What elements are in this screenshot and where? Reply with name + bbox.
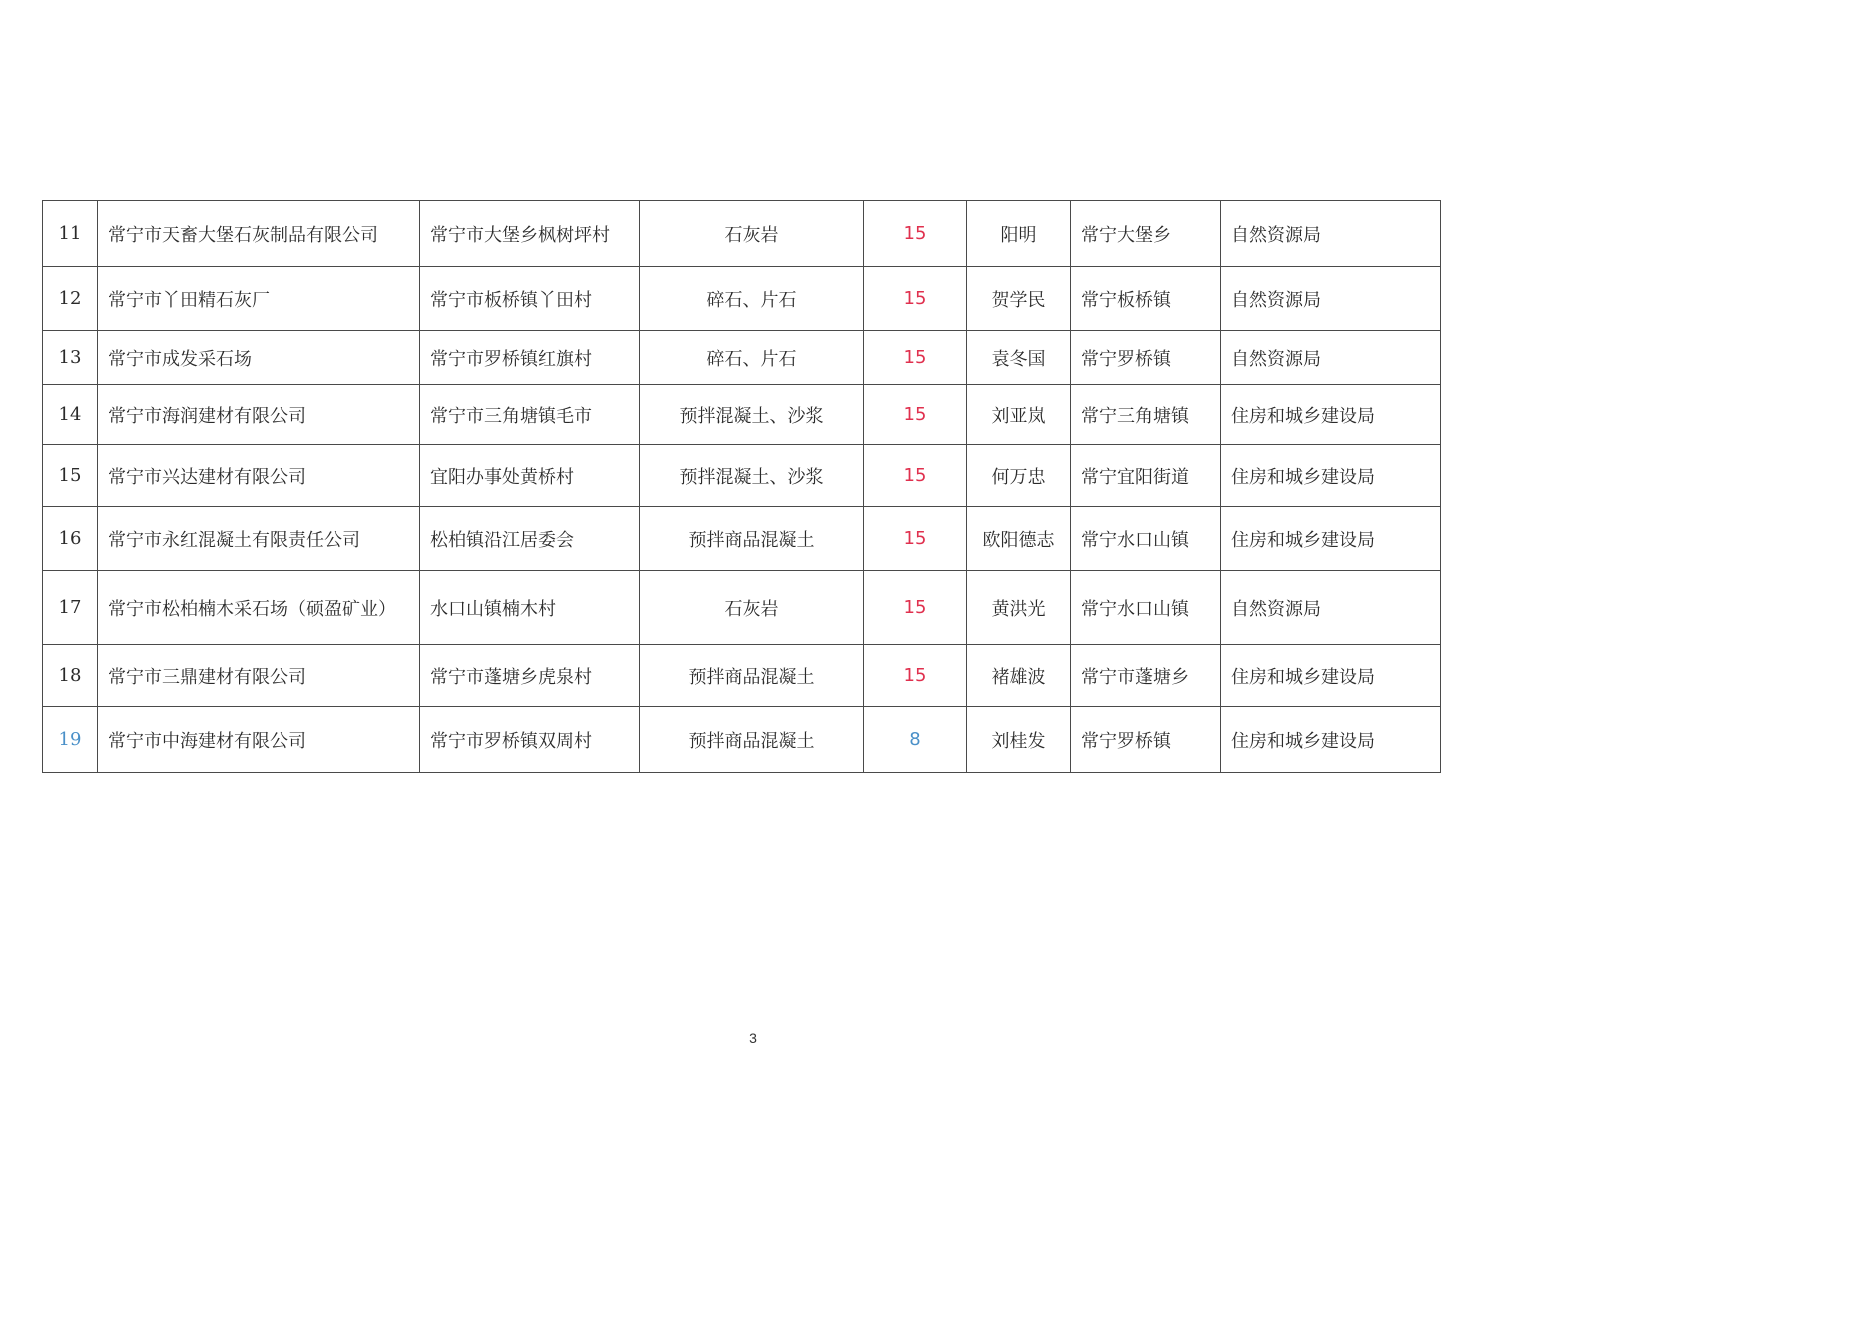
cell-company: 常宁市中海建材有限公司 <box>98 707 420 773</box>
cell-product: 碎石、片石 <box>640 331 864 385</box>
table-row <box>43 267 1441 331</box>
cell-quantity: 15 <box>864 445 967 507</box>
cell-contact: 黄洪光 <box>967 571 1071 645</box>
cell-company: 常宁市丫田精石灰厂 <box>98 267 420 331</box>
cell-product: 碎石、片石 <box>640 267 864 331</box>
cell-quantity: 15 <box>864 331 967 385</box>
cell-department: 住房和城乡建设局 <box>1221 707 1441 773</box>
cell-product: 石灰岩 <box>640 571 864 645</box>
cell-quantity: 8 <box>864 707 967 773</box>
cell-product: 预拌商品混凝土 <box>640 645 864 707</box>
cell-address: 常宁市罗桥镇双周村 <box>420 707 640 773</box>
cell-contact: 贺学民 <box>967 267 1071 331</box>
table-row <box>43 707 1441 773</box>
cell-quantity: 15 <box>864 571 967 645</box>
cell-company: 常宁市三鼎建材有限公司 <box>98 645 420 707</box>
cell-department: 住房和城乡建设局 <box>1221 507 1441 571</box>
table-row <box>43 385 1441 445</box>
table-body <box>43 201 1441 773</box>
cell-address: 常宁市板桥镇丫田村 <box>420 267 640 331</box>
cell-department: 自然资源局 <box>1221 571 1441 645</box>
cell-number: 18 <box>43 645 98 707</box>
cell-product: 预拌混凝土、沙浆 <box>640 445 864 507</box>
cell-product: 预拌商品混凝土 <box>640 507 864 571</box>
cell-department: 自然资源局 <box>1221 267 1441 331</box>
cell-contact: 袁冬国 <box>967 331 1071 385</box>
enterprise-table <box>42 200 1441 773</box>
cell-township: 常宁大堡乡 <box>1071 201 1221 267</box>
cell-number: 13 <box>43 331 98 385</box>
cell-company: 常宁市成发采石场 <box>98 331 420 385</box>
cell-department: 自然资源局 <box>1221 331 1441 385</box>
cell-quantity: 15 <box>864 645 967 707</box>
cell-quantity: 15 <box>864 267 967 331</box>
cell-company: 常宁市兴达建材有限公司 <box>98 445 420 507</box>
cell-township: 常宁水口山镇 <box>1071 571 1221 645</box>
cell-township: 常宁市蓬塘乡 <box>1071 645 1221 707</box>
cell-quantity: 15 <box>864 201 967 267</box>
cell-address: 常宁市蓬塘乡虎泉村 <box>420 645 640 707</box>
cell-number: 19 <box>43 707 98 773</box>
cell-contact: 欧阳德志 <box>967 507 1071 571</box>
cell-township: 常宁宜阳街道 <box>1071 445 1221 507</box>
cell-number: 14 <box>43 385 98 445</box>
cell-township: 常宁罗桥镇 <box>1071 707 1221 773</box>
table-row <box>43 331 1441 385</box>
cell-product: 预拌商品混凝土 <box>640 707 864 773</box>
page-number: 3 <box>749 1030 757 1046</box>
table-row <box>43 201 1441 267</box>
cell-address: 常宁市罗桥镇红旗村 <box>420 331 640 385</box>
cell-company: 常宁市天畜大堡石灰制品有限公司 <box>98 201 420 267</box>
cell-department: 住房和城乡建设局 <box>1221 445 1441 507</box>
cell-township: 常宁三角塘镇 <box>1071 385 1221 445</box>
cell-product: 石灰岩 <box>640 201 864 267</box>
cell-company: 常宁市松柏楠木采石场（硕盈矿业） <box>98 571 420 645</box>
cell-number: 16 <box>43 507 98 571</box>
cell-quantity: 15 <box>864 507 967 571</box>
cell-department: 住房和城乡建设局 <box>1221 645 1441 707</box>
cell-address: 宜阳办事处黄桥村 <box>420 445 640 507</box>
cell-company: 常宁市永红混凝土有限责任公司 <box>98 507 420 571</box>
cell-department: 自然资源局 <box>1221 201 1441 267</box>
cell-quantity: 15 <box>864 385 967 445</box>
cell-number: 12 <box>43 267 98 331</box>
cell-contact: 刘桂发 <box>967 707 1071 773</box>
cell-contact: 褚雄波 <box>967 645 1071 707</box>
cell-township: 常宁板桥镇 <box>1071 267 1221 331</box>
cell-number: 17 <box>43 571 98 645</box>
cell-address: 水口山镇楠木村 <box>420 571 640 645</box>
table-row <box>43 571 1441 645</box>
cell-number: 15 <box>43 445 98 507</box>
cell-township: 常宁水口山镇 <box>1071 507 1221 571</box>
table-row <box>43 645 1441 707</box>
cell-township: 常宁罗桥镇 <box>1071 331 1221 385</box>
cell-contact: 何万忠 <box>967 445 1071 507</box>
cell-contact: 阳明 <box>967 201 1071 267</box>
cell-company: 常宁市海润建材有限公司 <box>98 385 420 445</box>
cell-department: 住房和城乡建设局 <box>1221 385 1441 445</box>
cell-address: 常宁市大堡乡枫树坪村 <box>420 201 640 267</box>
cell-number: 11 <box>43 201 98 267</box>
cell-contact: 刘亚岚 <box>967 385 1071 445</box>
table-row <box>43 507 1441 571</box>
cell-product: 预拌混凝土、沙浆 <box>640 385 864 445</box>
table-row <box>43 445 1441 507</box>
cell-address: 常宁市三角塘镇毛市 <box>420 385 640 445</box>
cell-address: 松柏镇沿江居委会 <box>420 507 640 571</box>
